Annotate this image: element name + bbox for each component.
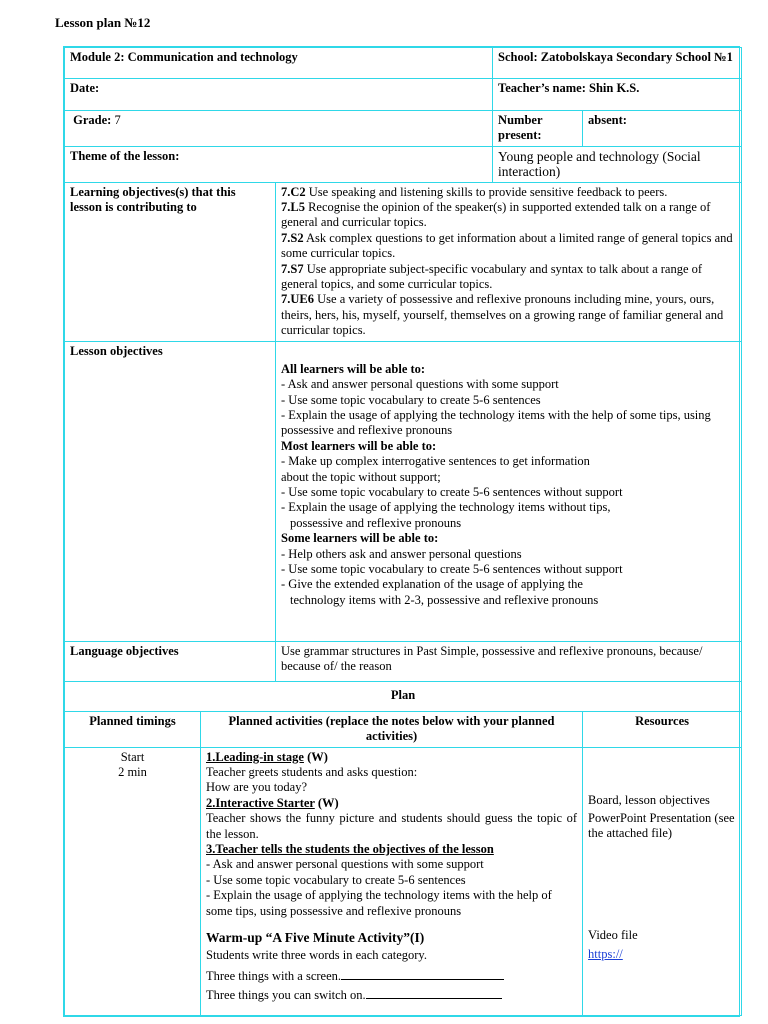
- learning-objectives-label: Learning objectives(s) that this lesson is contributing to: [65, 182, 276, 341]
- objective-item: 7.L5 Recognise the opinion of the speaker(s) in supported extended talk on a range of general and curricular topics.: [281, 200, 711, 230]
- learning-objectives-list: [276, 182, 742, 341]
- absent-cell: absent:: [583, 111, 742, 147]
- col-resources: Resources: [583, 711, 742, 747]
- resources-cell: Board, lesson objectives PowerPoint Presentation (see the attached file) Video file https://: [583, 747, 742, 1015]
- objective-item: 7.S2 Ask complex questions to get information about a limited range of general topics and some curricular topics.: [281, 230, 733, 261]
- objective-item: 7.C2 Use speaking and listening skills to provide sensitive feedback to peers.: [281, 184, 668, 199]
- col-planned-timings: Planned timings: [65, 711, 201, 747]
- lesson-plan-table: [63, 46, 740, 1017]
- objective-item: 7.UE6 Use a variety of possessive and reflexive pronouns including mine, yours, ours, theirs, hers, his, myself, yourself, themselves on a growing range of familiar general and curricular topics.: [281, 292, 724, 338]
- lesson-objectives-label: Lesson objectives: [65, 341, 276, 641]
- theme-value-cell: Young people and technology (Social interaction): [493, 146, 742, 182]
- lesson-objectives-content: All learners will be able to: - Ask and answer personal questions with some support - Use some topic vocabulary to create 5-6 sentences - Explain the usage of applying the technology items with the help of some tips, using possessive and reflexive pronouns Most learners will be able to: - Make up complex interrogative sentences to get information about the topic without support; - Use some topic vocabulary to create 5-6 sentences without support - Explain the usage of applying the technology items without tips, possessive and reflexive pronouns Some learners will be able to: - Help others ask and answer personal questions - Use some topic vocabulary to create 5-6 sentences without support - Give the extended explanation of the usage of applying the technology items with 2-3, possessive and reflexive pronouns: [276, 341, 742, 641]
- number-present-cell: Number present:: [493, 111, 583, 147]
- lesson-plan-title: Lesson plan №12: [55, 15, 151, 30]
- activities-cell: 1.Leading-in stage (W) Teacher greets students and asks question: How are you today? 2.Interactive Starter (W) Teacher shows the funny picture and students should guess the topic of the lesson. 3.Teacher tells the students the objectives of the lesson - Ask and answer personal questions with some support - Use some topic vocabulary to create 5-6 sentences - Explain the usage of applying the technology items with the help of some tips, using possessive and reflexive pronouns Warm-up “A Five Minute Activity”(I) Students write three words in each category. Three things with a screen. Three things you can switch on.: [201, 747, 583, 1015]
- col-planned-activities: Planned activities (replace the notes below with your planned activities): [201, 711, 583, 747]
- plan-heading: Plan: [65, 681, 742, 711]
- teacher-cell: Teacher’s name: Shin K.S.: [493, 79, 742, 111]
- school-cell: School: Zatobolskaya Secondary School №1: [493, 48, 742, 79]
- language-objectives-label: Language objectives: [65, 641, 276, 681]
- language-objectives-text: Use grammar structures in Past Simple, possessive and reflexive pronouns, because/ because of/ the reason: [276, 641, 742, 681]
- timing-cell: Start 2 min: [65, 747, 201, 1015]
- module-cell: Module 2: Communication and technology: [65, 48, 493, 79]
- resource-link[interactable]: https://: [588, 947, 623, 962]
- date-cell: Date:: [65, 79, 493, 111]
- theme-label-cell: Theme of the lesson:: [65, 146, 493, 182]
- objective-item: 7.S7 Use appropriate subject-specific vocabulary and syntax to talk about a range of general topics, and some curricular topics.: [281, 261, 703, 292]
- grade-cell: Grade: 7: [65, 111, 493, 147]
